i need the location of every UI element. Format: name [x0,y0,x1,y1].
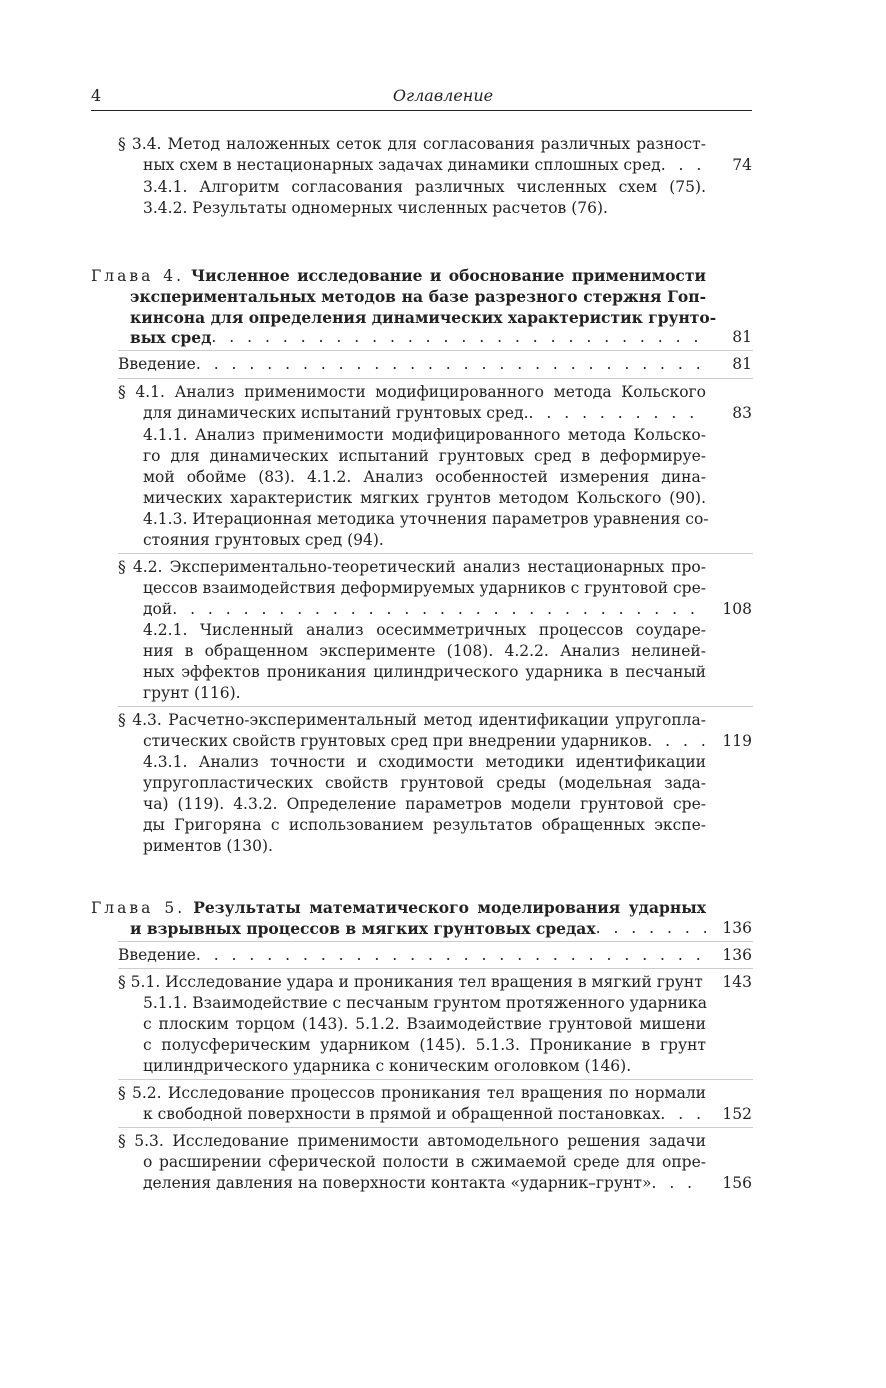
toc-subline: стояния грунтовых сред (94). [143,531,384,549]
toc-line: о расширении сферической полости в сжимаемой среде для опре- [143,1153,706,1171]
page-ref: 81 [732,355,752,373]
page-ref: 152 [722,1105,752,1123]
toc-subline: 3.4.1. Алгоритм согласования различных численных схем (75). [143,178,706,196]
divider [118,1079,753,1080]
toc-subline: 3.4.2. Результаты одномерных численных расчетов (76). [143,199,608,217]
toc-line: § 4.3. Расчетно-экспериментальный метод идентификации упругопла- [118,711,706,729]
divider [118,553,753,554]
divider [118,941,753,942]
page-ref: 136 [722,919,752,937]
toc-subline: риментов (130). [143,837,273,855]
toc-line: для динамических испытаний грунтовых сред. . . . [143,403,706,424]
page-ref: 143 [722,973,752,991]
toc-subline: 5.1.1. Взаимодействие с песчаным грунтом протяженного ударника [143,994,708,1012]
toc-subline: 4.3.1. Анализ точности и сходимости методики идентификации [143,753,706,771]
toc-subline: го для динамических испытаний грунтовых сред в деформируе- [143,447,706,465]
chapter-title-line: Глава 5. Результаты математического моделирования ударных [91,898,706,917]
toc-line: к свободной поверхности в прямой и обращенной постановках . . . [143,1104,706,1125]
chapter-label: Глава 4. [91,267,185,285]
toc-line: § 4.1. Анализ применимости модифицированного метода Кольского [118,383,706,401]
chapter-title-line: Глава 4. Численное исследование и обоснование применимости [91,266,706,285]
toc-line: § 3.4. Метод наложенных сеток для согласования различных разност- [118,135,706,153]
toc-subline: ча) (119). 4.3.2. Определение параметров модели грунтовой сре- [143,795,706,813]
page-number: 4 [91,86,102,105]
chapter-title-line: кинсона для определения динамических характеристик грунто- [130,308,717,327]
divider [118,706,753,707]
page-ref: 74 [732,156,752,174]
toc-subline: мических характеристик мягких грунтов методом Кольского (90). [143,489,706,507]
chapter-title-line: и взрывных процессов в мягких грунтовых средах . . . [130,918,706,939]
page-ref: 136 [722,946,752,964]
page-ref: 83 [732,404,752,422]
divider [118,378,753,379]
toc-subline: ных эффектов проникания цилиндрического ударника в песчаный [143,663,706,681]
toc-subline: 4.1.1. Анализ применимости модифицированного метода Кольско- [143,426,706,444]
toc-line: деления давления на поверхности контакта «ударник–грунт» . . . [143,1173,706,1194]
toc-line: ных схем в нестационарных задачах динамики сплошных сред . . . [143,155,706,176]
toc-subline: с полусферическим ударником (145). 5.1.3. Проникание в грунт [143,1036,706,1054]
toc-subline: 4.2.1. Численный анализ осесимметричных процессов соударе- [143,621,706,639]
toc-line: § 5.3. Исследование применимости автомодельного решения задачи [118,1132,706,1150]
toc-line: § 5.2. Исследование процессов проникания тел вращения по нормали [118,1084,706,1102]
toc-line: дой . . . [143,599,706,620]
page-ref: 119 [722,732,752,750]
toc-subline: с плоским торцом (143). 5.1.2. Взаимодействие грунтовой мишени [143,1015,706,1033]
toc-subline: ды Григоряна с использованием результатов обращенных экспе- [143,816,706,834]
toc-line: стических свойств грунтовых сред при внедрении ударников . . . [143,731,706,752]
divider [118,350,753,351]
chapter-label: Глава 5. [91,899,186,917]
toc-subline: грунт (116). [143,684,241,702]
page-ref: 81 [732,328,752,346]
toc-subline: упругопластических свойств грунтовой среды (модельная зада- [143,774,706,792]
page-ref: 108 [722,600,752,618]
toc-line: Введение . . . [118,354,706,375]
divider [118,968,753,969]
header-rule [91,110,752,111]
toc-line: Введение . . . [118,945,706,966]
toc-line: § 4.2. Экспериментально-теоретический анализ нестационарных про- [118,558,706,576]
toc-subline: ния в обращенном эксперименте (108). 4.2.2. Анализ нелиней- [143,642,706,660]
divider [118,1127,753,1128]
running-header-title: Оглавление [392,86,494,105]
toc-line: § 5.1. Исследование удара и проникания тел вращения в мягкий грунт [118,973,703,991]
toc-subline: цилиндрического ударника с коническим оголовком (146). [143,1057,632,1075]
chapter-title-line: экспериментальных методов на базе разрезного стержня Гоп- [130,287,706,306]
page-ref: 156 [722,1174,752,1192]
toc-subline: 4.1.3. Итерационная методика уточнения параметров уравнения со- [143,510,709,528]
toc-subline: мой обойме (83). 4.1.2. Анализ особенностей измерения дина- [143,468,706,486]
chapter-title-line: вых сред . . . [130,327,706,348]
toc-line: цессов взаимодействия деформируемых ударников с грунтовой сре- [143,579,706,597]
